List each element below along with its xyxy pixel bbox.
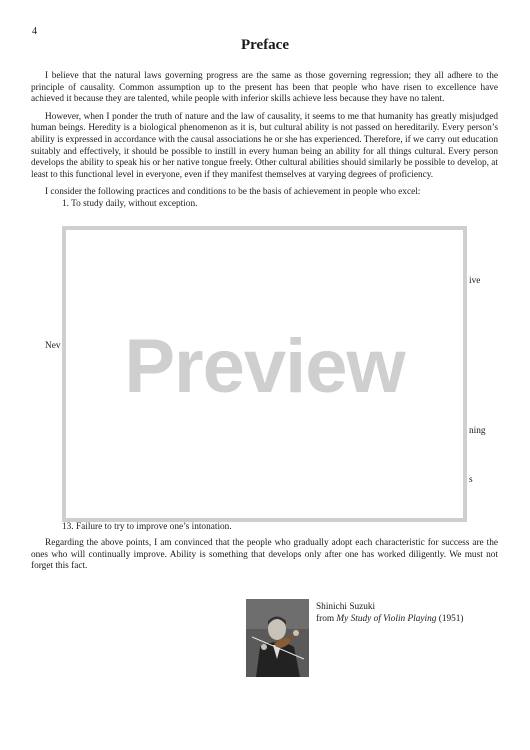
text-fragment: ive xyxy=(469,276,481,286)
list-item-13: 13. Failure to try to improve one’s intonation. xyxy=(62,522,232,532)
page-number: 4 xyxy=(32,26,37,37)
preview-watermark: Preview xyxy=(124,324,405,409)
text-fragment: Nev xyxy=(45,341,61,351)
preview-overlay xyxy=(62,226,467,522)
list-item-1: 1. To study daily, without exception. xyxy=(62,198,198,209)
source-title: My Study of Violin Playing xyxy=(336,614,437,624)
text-fragment: ning xyxy=(469,426,486,436)
author-name: Shinichi Suzuki xyxy=(316,602,376,612)
paragraph-1: I believe that the natural laws governing progress are the same as those governing regression; they all adhere to the principle of causality. Common assumption up to the present has been that people who have risen to excellence have achieved it because they are talented, while people with inferior skills achieve less because they have no talent. xyxy=(31,71,498,105)
photo-caption xyxy=(316,601,464,625)
source-line xyxy=(316,613,464,625)
paragraph-2: However, when I ponder the truth of nature and the law of causality, it seems to me that humanity has greatly misjudged human beings. Heredity is a biological phenomenon as it is, but cultural ability is not passed on hereditarily. Every person’s ability is expressed in accordance with the causal associations he or she has experienced. Therefore, if we carry out education suitably and effectively, it should be possible to instill in every human being an ability for all things cultural. Every person develops the ability to speak his or her native tongue freely. Other cultural abilities should similarly be possible to develop, at least to this functional level in everyone, even if they manifest themselves at varying degrees of proficiency. xyxy=(31,111,498,180)
violinist-photo-icon xyxy=(246,599,309,677)
author-photo xyxy=(246,599,309,677)
source-prefix: from xyxy=(316,614,337,624)
closing-text: Regarding the above points, I am convinced that the people who gradually adopt each characteristic for success are the ones who will continually improve. Ability is something that develops only after one has worked diligently. We must not forget this fact. xyxy=(31,538,498,572)
source-year: (1951) xyxy=(436,614,464,624)
closing-paragraph xyxy=(31,538,498,573)
paragraph-3: I consider the following practices and conditions to be the basis of achievement in people who excel: xyxy=(45,187,421,198)
page-title: Preface xyxy=(240,37,290,53)
preface-body xyxy=(31,71,498,211)
text-fragment: s xyxy=(469,475,473,485)
